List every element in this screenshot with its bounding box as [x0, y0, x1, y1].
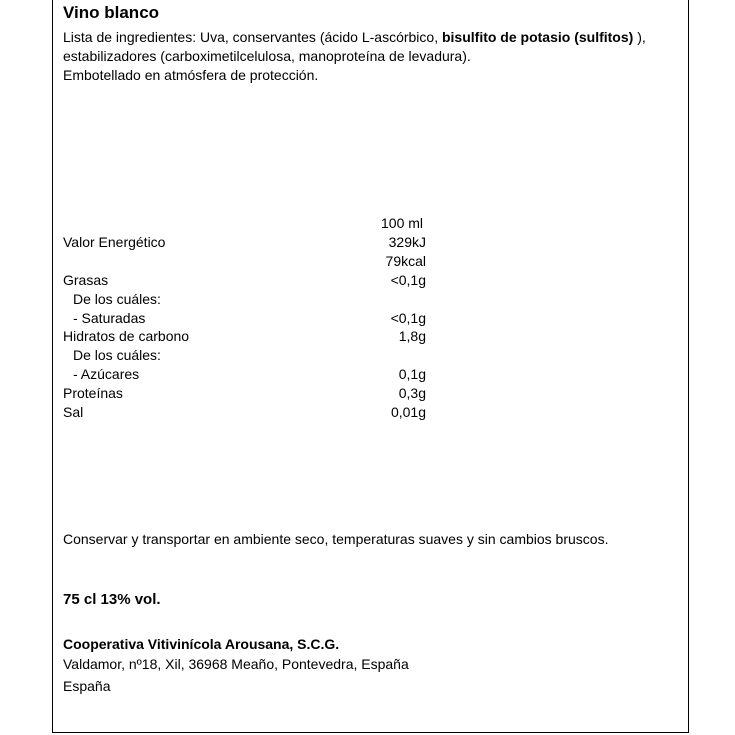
nutrition-label: Grasas: [63, 272, 109, 288]
ingredients-text: [63, 28, 683, 85]
nutrition-label: De los cuáles:: [73, 291, 161, 307]
nutrition-value: <0,1g: [390, 272, 426, 288]
ingredients-suffix: ), estabilizadores (carboximetilcelulosa, manoproteína de levadura).: [63, 29, 646, 64]
nutrition-value: 1,8g: [398, 328, 426, 344]
ingredients-allergen: bisulfito de potasio (sulfitos): [441, 29, 634, 45]
nutrition-value: 79kcal: [385, 253, 426, 269]
nutrition-label: Valor Energético: [63, 234, 166, 250]
ingredients-prefix: Lista de ingredientes: Uva, conservantes (ácido L-ascórbico,: [63, 29, 442, 45]
nutrition-header: 100 ml: [381, 215, 424, 231]
packaging-note: Embotellado en atmósfera de protección.: [63, 67, 319, 83]
nutrition-label: Hidratos de carbono: [63, 328, 190, 344]
producer-address: Valdamor, nº18, Xil, 36968 Meaño, Pontevedra, España: [63, 656, 409, 672]
nutrition-label: - Azúcares: [73, 366, 140, 382]
nutrition-value: 0,3g: [398, 385, 426, 401]
producer-country: España: [63, 678, 111, 694]
nutrition-value: 0,01g: [390, 404, 426, 420]
volume-info: 75 cl 13% vol.: [63, 591, 161, 608]
nutrition-label: - Saturadas: [73, 310, 146, 326]
nutrition-value: 0,1g: [398, 366, 426, 382]
nutrition-value: 329kJ: [388, 234, 426, 250]
nutrition-label: De los cuáles:: [73, 347, 161, 363]
product-title: Vino blanco: [63, 3, 160, 22]
nutrition-label: Proteínas: [63, 385, 123, 401]
label-frame: [52, 0, 689, 733]
nutrition-value: <0,1g: [390, 310, 426, 326]
producer-name: Cooperativa Vitivinícola Arousana, S.C.G.: [63, 636, 340, 652]
storage-instructions: Conservar y transportar en ambiente seco, temperaturas suaves y sin cambios bruscos.: [63, 531, 609, 547]
nutrition-label: Sal: [63, 404, 84, 420]
